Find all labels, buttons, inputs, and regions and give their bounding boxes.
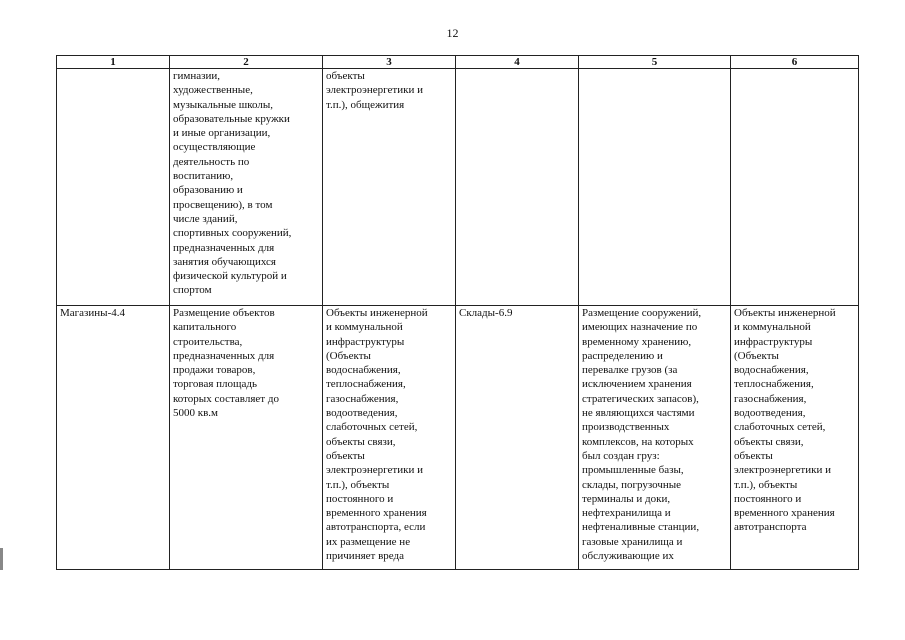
table-row (57, 69, 859, 306)
table-cell: Объекты инженерной и коммунальной инфраструктуры (Объекты водоснабжения, теплоснабжения, газоснабжения, водоотведения, слаботочных сетей, объекты связи, объекты электроэнергетики и т.п.), объекты постоянного и временного хранения автотранспорта, если их размещение не причиняет вреда (323, 306, 456, 570)
column-header-4: 4 (456, 56, 579, 69)
table-cell (456, 69, 579, 306)
table-cell: Размещение объектов капитального строительства, предназначенных для продажи товаров, торговая площадь которых составляет до 5000 кв.м (170, 306, 323, 570)
table-cell: Размещение сооружений, имеющих назначение по временному хранению, распределению и перевалке грузов (за исключением хранения стратегических запасов), не являющихся частями производственных комплексов, на которых был создан груз: промышленные базы, склады, погрузочные терминалы и доки, нефтехранилища и нефтеналивные станции, газовые хранилища и обслуживающие их (579, 306, 731, 570)
column-header-1: 1 (57, 56, 170, 69)
table-cell: Магазины-4.4 (57, 306, 170, 570)
zoning-table (56, 55, 859, 570)
table-cell (579, 69, 731, 306)
header-row (57, 56, 859, 69)
table-cell: объекты электроэнергетики и т.п.), общежития (323, 69, 456, 306)
column-header-3: 3 (323, 56, 456, 69)
scan-edge-mark (0, 548, 3, 570)
table-row (57, 306, 859, 570)
page-number: 12 (446, 26, 459, 40)
table-cell (731, 69, 859, 306)
table-cell: Объекты инженерной и коммунальной инфраструктуры (Объекты водоснабжения, теплоснабжения, газоснабжения, водоотведения, слаботочных сетей, объекты связи, объекты электроэнергетики и т.п.), объекты постоянного и временного хранения автотранспорта (731, 306, 859, 570)
table-cell: Склады-6.9 (456, 306, 579, 570)
column-header-6: 6 (731, 56, 859, 69)
table-cell (57, 69, 170, 306)
table-cell: гимназии, художественные, музыкальные школы, образовательные кружки и иные организации, осуществляющие деятельность по воспитанию, образованию и просвещению), в том числе зданий, спортивных сооружений, предназначенных для занятия обучающихся физической культурой и спортом (170, 69, 323, 306)
column-header-2: 2 (170, 56, 323, 69)
column-header-5: 5 (579, 56, 731, 69)
